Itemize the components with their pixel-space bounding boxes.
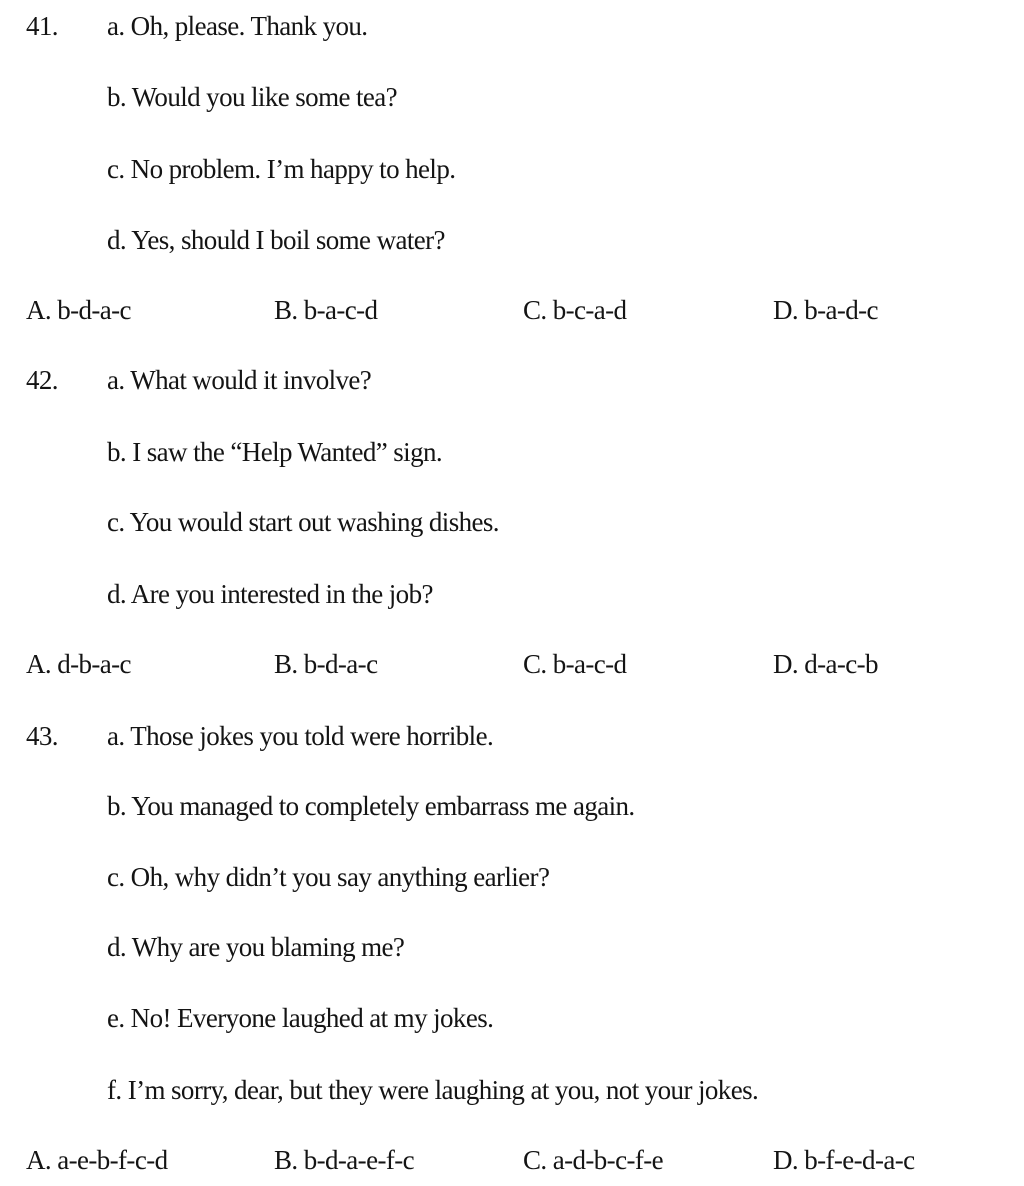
dialogue-line-c: c. Oh, why didn’t you say anything earlier?	[107, 862, 550, 892]
answer-option-a[interactable]: A. d-b-a-c	[26, 649, 131, 679]
answer-option-a[interactable]: A. b-d-a-c	[26, 295, 131, 325]
answer-option-c[interactable]: C. a-d-b-c-f-e	[523, 1145, 664, 1175]
dialogue-line-d: d. Yes, should I boil some water?	[107, 225, 445, 255]
dialogue-line-b: b. Would you like some tea?	[107, 82, 398, 112]
answer-option-b[interactable]: B. b-d-a-e-f-c	[274, 1145, 415, 1175]
dialogue-line-c: c. You would start out washing dishes.	[107, 507, 499, 537]
answer-option-b[interactable]: B. b-d-a-c	[274, 649, 378, 679]
dialogue-line-f: f. I’m sorry, dear, but they were laughing at you, not your jokes.	[107, 1075, 759, 1105]
question-number: 41.	[26, 11, 58, 41]
answer-option-c[interactable]: C. b-c-a-d	[523, 295, 627, 325]
dialogue-line-a: a. What would it involve?	[107, 365, 372, 395]
dialogue-line-a: a. Those jokes you told were horrible.	[107, 721, 494, 751]
dialogue-line-c: c. No problem. I’m happy to help.	[107, 154, 456, 184]
dialogue-line-e: e. No! Everyone laughed at my jokes.	[107, 1003, 494, 1033]
dialogue-line-a: a. Oh, please. Thank you.	[107, 11, 368, 41]
answer-option-c[interactable]: C. b-a-c-d	[523, 649, 627, 679]
dialogue-line-b: b. I saw the “Help Wanted” sign.	[107, 437, 443, 467]
answer-option-d[interactable]: D. b-f-e-d-a-c	[773, 1145, 915, 1175]
dialogue-line-d: d. Are you interested in the job?	[107, 579, 433, 609]
dialogue-line-d: d. Why are you blaming me?	[107, 932, 405, 962]
answer-option-d[interactable]: D. d-a-c-b	[773, 649, 878, 679]
dialogue-line-b: b. You managed to completely embarrass me again.	[107, 791, 635, 821]
question-number: 43.	[26, 721, 58, 751]
answer-option-a[interactable]: A. a-e-b-f-c-d	[26, 1145, 168, 1175]
answer-option-d[interactable]: D. b-a-d-c	[773, 295, 878, 325]
question-number: 42.	[26, 365, 58, 395]
answer-option-b[interactable]: B. b-a-c-d	[274, 295, 378, 325]
